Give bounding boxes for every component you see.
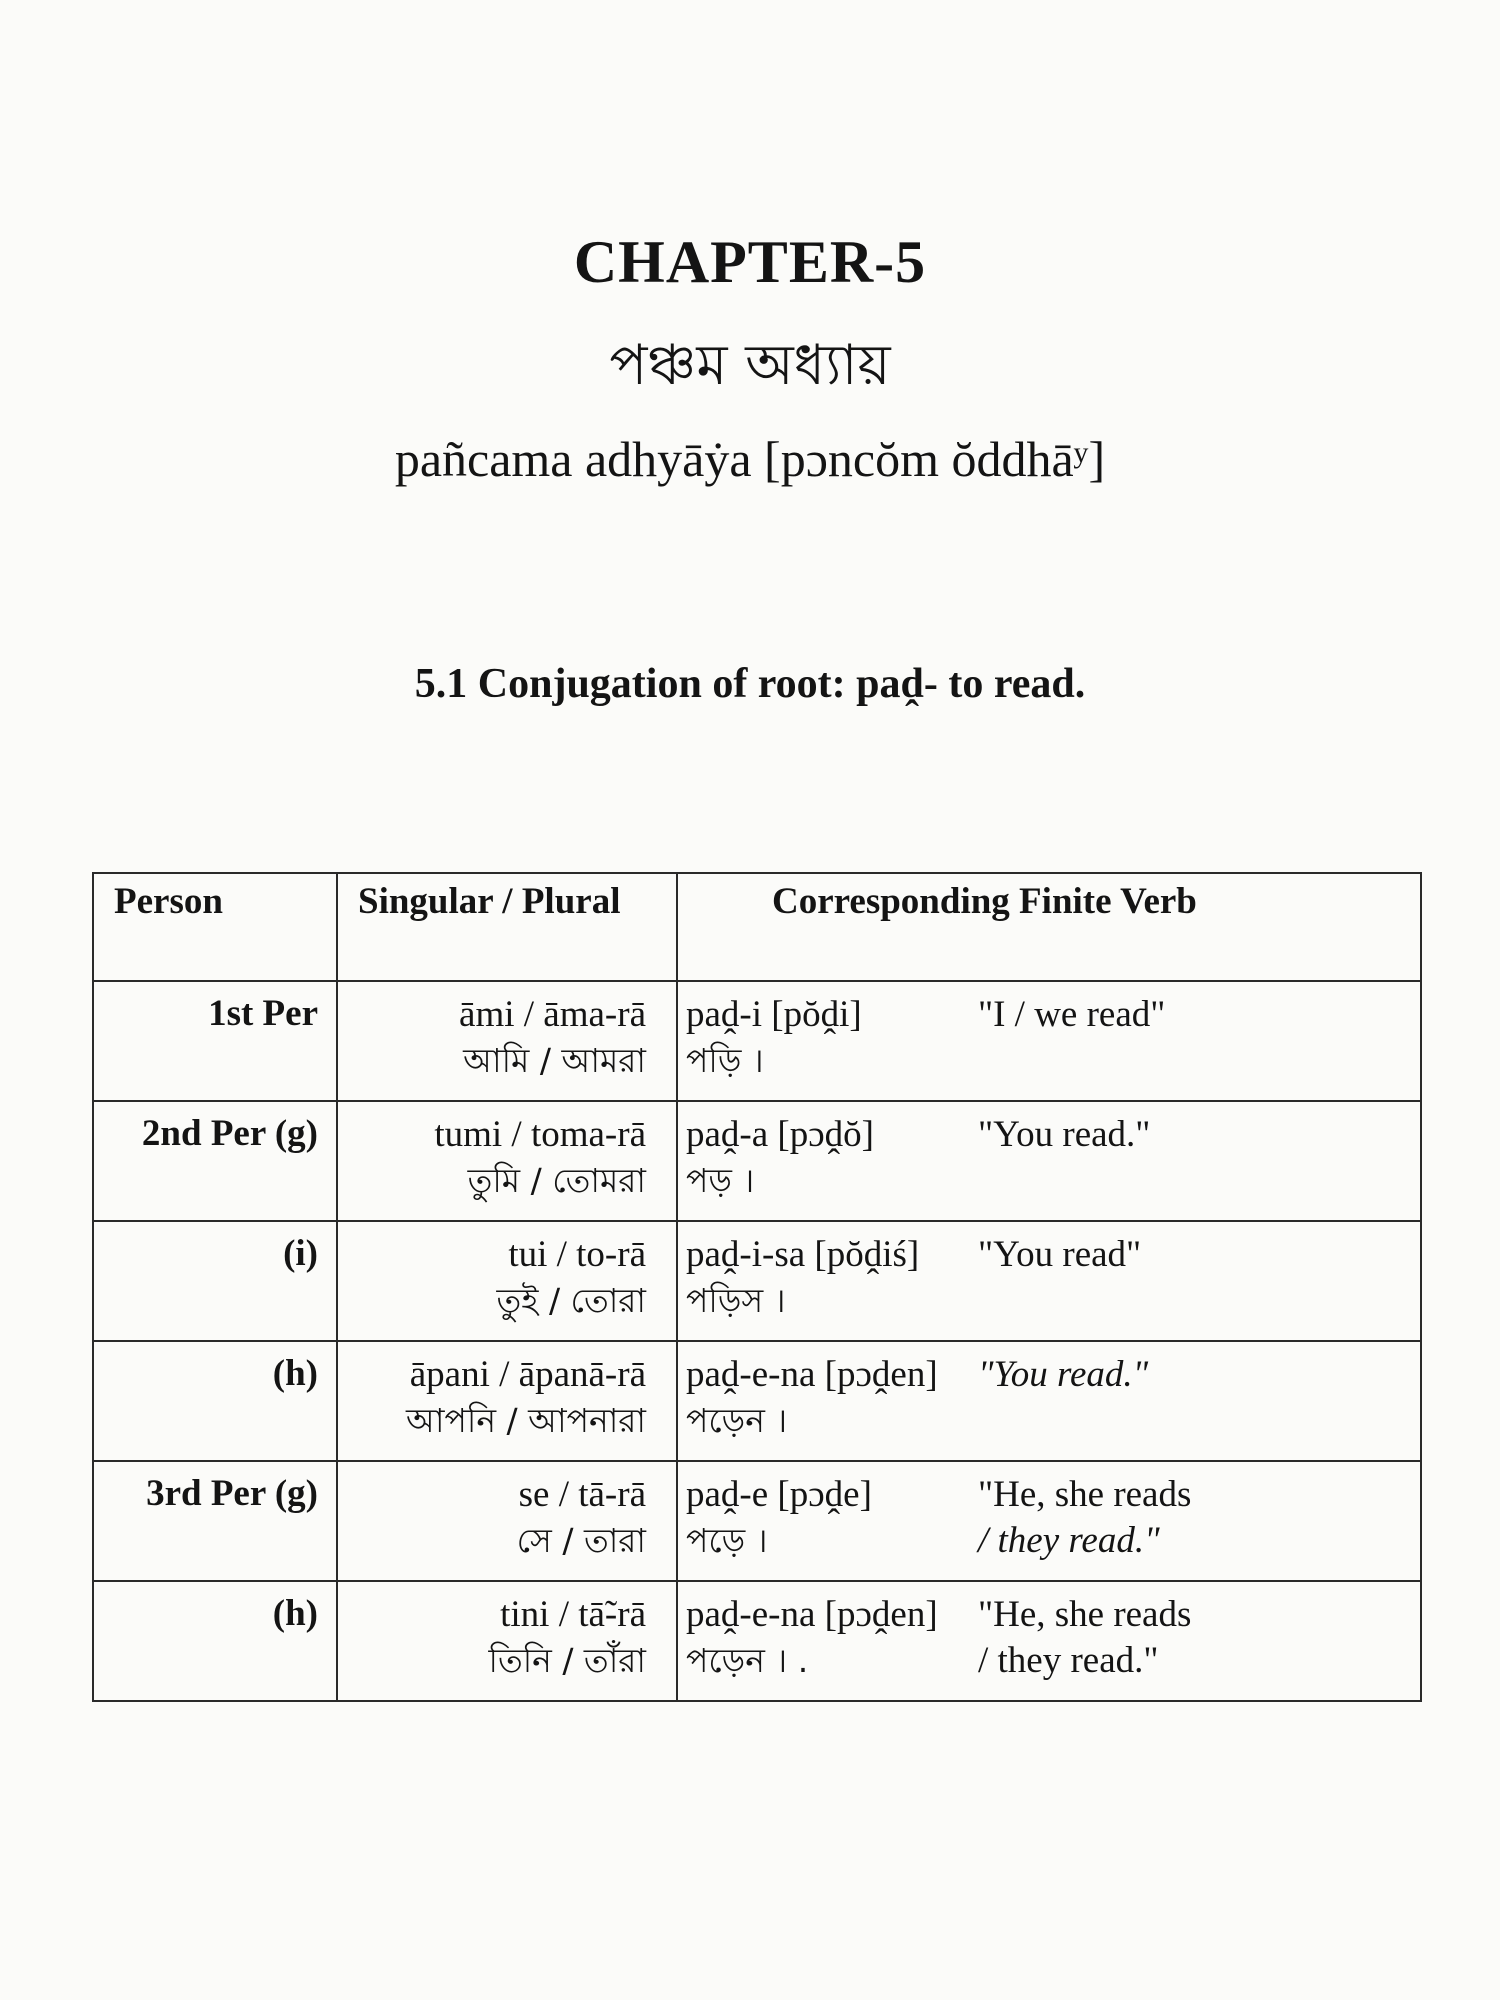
pronoun-roman: tini / tā̃-rā [500, 1594, 646, 1635]
verb-gloss: "You read." [978, 1354, 1149, 1395]
pronoun-bengali: তুই / তোরা [496, 1281, 646, 1320]
pronoun-bengali: তিনি / তাঁরা [488, 1641, 646, 1680]
pronoun-cell [337, 1101, 677, 1221]
verb-gloss-continued [978, 1158, 1420, 1204]
verb-form: paḓ-i-sa [pŏḓiś] [686, 1234, 920, 1275]
table-row [93, 1221, 1421, 1341]
verb-bengali: পড় । [686, 1161, 755, 1200]
person-cell: 3rd Per (g) [93, 1461, 337, 1581]
verb-form: paḓ-i [pŏḓi] [686, 994, 862, 1035]
table-row [93, 1101, 1421, 1221]
conjugation-table [92, 872, 1422, 1702]
bengali-chapter-title: পঞ্চম অধ্যায় [609, 333, 891, 398]
table-header-row [93, 873, 1421, 981]
header-person: Person [93, 873, 337, 981]
section-heading: 5.1 Conjugation of root: paḓ- to read. [414, 661, 1086, 707]
pronoun-bengali: তুমি / তোমরা [467, 1161, 646, 1200]
pronoun-bengali: আপনি / আপনারা [405, 1401, 646, 1440]
verb-bengali: পড়িস । [686, 1281, 786, 1320]
verb-gloss-continued: / they read." [978, 1520, 1160, 1561]
verb-form: paḓ-e-na [pɔḓen] [686, 1594, 938, 1635]
pronoun-cell [337, 1221, 677, 1341]
verb-cell [677, 1101, 1421, 1221]
header-singular-plural: Singular / Plural [337, 873, 677, 981]
verb-gloss-continued [978, 1278, 1420, 1324]
pronoun-roman: āpani / āpanā-rā [409, 1354, 646, 1395]
verb-form: paḓ-e [pɔḓe] [686, 1474, 872, 1515]
pronoun-roman: tui / to-rā [508, 1234, 646, 1275]
person-cell: (i) [93, 1221, 337, 1341]
verb-bengali: পড়েন । . [686, 1641, 809, 1680]
verb-bengali: পড়েন । [686, 1401, 788, 1440]
person-cell: (h) [93, 1581, 337, 1701]
pronoun-cell [337, 1581, 677, 1701]
pronoun-bengali: সে / তারা [516, 1521, 646, 1560]
verb-cell [677, 1341, 1421, 1461]
pronoun-cell [337, 1461, 677, 1581]
pronoun-roman: āmi / āma-rā [459, 994, 646, 1035]
person-cell: 1st Per [93, 981, 337, 1101]
verb-gloss: "You read." [978, 1114, 1151, 1155]
person-cell: 2nd Per (g) [93, 1101, 337, 1221]
header-finite-verb: Corresponding Finite Verb [677, 873, 1421, 981]
verb-form: paḓ-e-na [pɔḓen] [686, 1354, 938, 1395]
verb-gloss: "You read" [978, 1234, 1142, 1275]
pronoun-cell [337, 981, 677, 1101]
pronoun-roman: tumi / toma-rā [434, 1114, 646, 1155]
verb-gloss-continued [978, 1398, 1420, 1444]
verb-gloss-continued [978, 1038, 1420, 1084]
verb-cell [677, 1461, 1421, 1581]
pronoun-cell [337, 1341, 677, 1461]
verb-bengali: পড়ে । [686, 1521, 768, 1560]
person-cell: (h) [93, 1341, 337, 1461]
verb-form: paḓ-a [pɔḓŏ] [686, 1114, 874, 1155]
table-row [93, 1461, 1421, 1581]
verb-cell [677, 1221, 1421, 1341]
verb-gloss-continued: / they read." [978, 1640, 1159, 1681]
chapter-title: CHAPTER-5 [573, 229, 927, 295]
verb-gloss: "I / we read" [978, 994, 1166, 1035]
pronoun-roman: se / tā-rā [518, 1474, 646, 1515]
table-row [93, 981, 1421, 1101]
table-row [93, 1341, 1421, 1461]
verb-gloss: "He, she reads [978, 1474, 1192, 1515]
verb-bengali: পড়ি । [686, 1041, 764, 1080]
verb-cell [677, 981, 1421, 1101]
transliterated-chapter-title: pañcama adhyāẏa [pɔncŏm ŏddhāʸ] [394, 431, 1106, 487]
verb-gloss: "He, she reads [978, 1594, 1192, 1635]
pronoun-bengali: আমি / আমরা [463, 1041, 646, 1080]
table-row [93, 1581, 1421, 1701]
verb-cell [677, 1581, 1421, 1701]
